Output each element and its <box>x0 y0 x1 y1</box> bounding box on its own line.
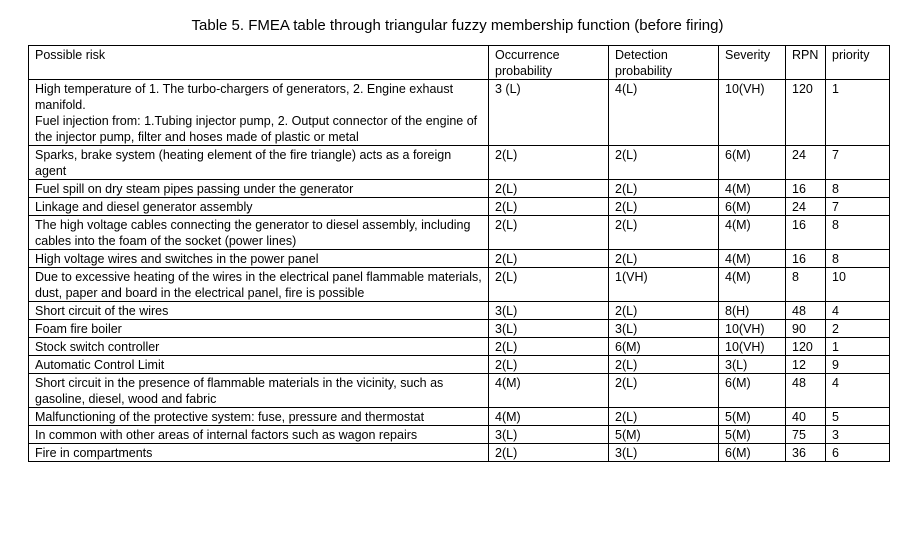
header-row <box>29 46 890 80</box>
fmea-table <box>28 45 890 462</box>
risk-cell <box>29 302 489 320</box>
risk-text: Linkage and diesel generator assembly <box>35 200 253 214</box>
priority-cell: 5 <box>826 408 890 426</box>
rpn-cell: 36 <box>786 444 826 462</box>
detection-cell: 1(VH) <box>609 268 719 302</box>
risk-cell <box>29 268 489 302</box>
occurrence-cell: 2(L) <box>489 250 609 268</box>
occurrence-cell: 3 (L) <box>489 80 609 146</box>
rpn-cell: 48 <box>786 302 826 320</box>
table-row <box>29 408 890 426</box>
risk-cell <box>29 146 489 180</box>
risk-text: Foam fire boiler <box>35 322 122 336</box>
header-severity: Severity <box>719 46 786 80</box>
table-row <box>29 216 890 250</box>
detection-cell: 2(L) <box>609 216 719 250</box>
severity-cell: 6(M) <box>719 444 786 462</box>
priority-cell: 1 <box>826 338 890 356</box>
priority-cell: 7 <box>826 198 890 216</box>
risk-cell <box>29 250 489 268</box>
severity-cell: 6(M) <box>719 374 786 408</box>
risk-cell <box>29 180 489 198</box>
severity-cell: 10(VH) <box>719 338 786 356</box>
risk-text: Automatic Control Limit <box>35 358 165 372</box>
rpn-cell: 16 <box>786 216 826 250</box>
priority-cell: 3 <box>826 426 890 444</box>
priority-cell: 6 <box>826 444 890 462</box>
table-header <box>29 46 890 80</box>
table-row <box>29 80 890 146</box>
rpn-cell: 75 <box>786 426 826 444</box>
risk-cell <box>29 320 489 338</box>
detection-cell: 4(L) <box>609 80 719 146</box>
severity-cell: 5(M) <box>719 426 786 444</box>
table-row <box>29 426 890 444</box>
occurrence-cell: 3(L) <box>489 320 609 338</box>
table-row <box>29 338 890 356</box>
severity-cell: 8(H) <box>719 302 786 320</box>
severity-cell: 3(L) <box>719 356 786 374</box>
risk-cell <box>29 80 489 146</box>
occurrence-cell: 3(L) <box>489 302 609 320</box>
risk-cell <box>29 444 489 462</box>
priority-cell: 2 <box>826 320 890 338</box>
priority-cell: 1 <box>826 80 890 146</box>
severity-cell: 4(M) <box>719 268 786 302</box>
occurrence-cell: 2(L) <box>489 198 609 216</box>
detection-cell: 2(L) <box>609 180 719 198</box>
occurrence-cell: 4(M) <box>489 408 609 426</box>
header-detection-probability: Detection probability <box>609 46 719 80</box>
risk-text: Short circuit in the presence of flammable materials in the vicinity, such as gasoline, diesel, wood and fabric <box>35 376 444 406</box>
risk-text: Fire in compartments <box>35 446 153 460</box>
risk-text: Sparks, brake system (heating element of the fire triangle) acts as a foreign agent <box>35 148 452 178</box>
occurrence-cell: 2(L) <box>489 146 609 180</box>
rpn-cell: 90 <box>786 320 826 338</box>
rpn-cell: 48 <box>786 374 826 408</box>
header-rpn: RPN <box>786 46 826 80</box>
detection-cell: 2(L) <box>609 146 719 180</box>
risk-text: Malfunctioning of the protective system: fuse, pressure and thermostat <box>35 410 425 424</box>
table-row <box>29 302 890 320</box>
severity-cell: 6(M) <box>719 146 786 180</box>
table-caption: Table 5. FMEA table through triangular fuzzy membership function (before firing) <box>191 17 724 34</box>
detection-cell: 2(L) <box>609 198 719 216</box>
risk-text: Fuel spill on dry steam pipes passing under the generator <box>35 182 354 196</box>
severity-cell: 10(VH) <box>719 80 786 146</box>
detection-cell: 3(L) <box>609 320 719 338</box>
risk-cell <box>29 426 489 444</box>
risk-cell <box>29 374 489 408</box>
severity-cell: 4(M) <box>719 250 786 268</box>
header-priority: priority <box>826 46 890 80</box>
detection-cell: 6(M) <box>609 338 719 356</box>
risk-text: In common with other areas of internal factors such as wagon repairs <box>35 428 418 442</box>
rpn-cell: 8 <box>786 268 826 302</box>
priority-cell: 10 <box>826 268 890 302</box>
occurrence-cell: 2(L) <box>489 356 609 374</box>
rpn-cell: 12 <box>786 356 826 374</box>
rpn-cell: 24 <box>786 198 826 216</box>
table-row <box>29 356 890 374</box>
occurrence-cell: 2(L) <box>489 338 609 356</box>
table-row <box>29 268 890 302</box>
risk-cell <box>29 356 489 374</box>
risk-text: High voltage wires and switches in the power panel <box>35 252 319 266</box>
risk-text: High temperature of 1. The turbo-chargers of generators, 2. Engine exhaust manifold. <box>35 82 454 112</box>
rpn-cell: 24 <box>786 146 826 180</box>
table-row <box>29 180 890 198</box>
rpn-cell: 120 <box>786 80 826 146</box>
detection-cell: 3(L) <box>609 444 719 462</box>
detection-cell: 2(L) <box>609 356 719 374</box>
risk-text-continued: Fuel injection from: 1.Tubing injector pump, 2. Output connector of the engine of the injector pump, filter and hoses made of plastic or metal <box>35 114 478 144</box>
priority-cell: 8 <box>826 250 890 268</box>
risk-text: The high voltage cables connecting the generator to diesel assembly, including cables into the foam of the socket (power lines) <box>35 218 471 248</box>
occurrence-cell: 2(L) <box>489 180 609 198</box>
detection-cell: 2(L) <box>609 408 719 426</box>
occurrence-cell: 3(L) <box>489 426 609 444</box>
priority-cell: 9 <box>826 356 890 374</box>
detection-cell: 5(M) <box>609 426 719 444</box>
occurrence-cell: 2(L) <box>489 268 609 302</box>
table-row <box>29 444 890 462</box>
header-occurrence-probability: Occurrence probability <box>489 46 609 80</box>
rpn-cell: 16 <box>786 250 826 268</box>
priority-cell: 8 <box>826 216 890 250</box>
severity-cell: 10(VH) <box>719 320 786 338</box>
risk-text: Short circuit of the wires <box>35 304 169 318</box>
risk-cell <box>29 216 489 250</box>
risk-cell <box>29 198 489 216</box>
occurrence-cell: 2(L) <box>489 216 609 250</box>
severity-cell: 4(M) <box>719 216 786 250</box>
severity-cell: 6(M) <box>719 198 786 216</box>
rpn-cell: 40 <box>786 408 826 426</box>
priority-cell: 4 <box>826 302 890 320</box>
rpn-cell: 16 <box>786 180 826 198</box>
detection-cell: 2(L) <box>609 302 719 320</box>
table-row <box>29 146 890 180</box>
detection-cell: 2(L) <box>609 374 719 408</box>
priority-cell: 8 <box>826 180 890 198</box>
severity-cell: 5(M) <box>719 408 786 426</box>
rpn-cell: 120 <box>786 338 826 356</box>
table-row <box>29 374 890 408</box>
severity-cell: 4(M) <box>719 180 786 198</box>
risk-cell <box>29 338 489 356</box>
risk-text: Stock switch controller <box>35 340 160 354</box>
table-row <box>29 250 890 268</box>
detection-cell: 2(L) <box>609 250 719 268</box>
priority-cell: 4 <box>826 374 890 408</box>
table-body <box>29 80 890 462</box>
risk-cell <box>29 408 489 426</box>
table-row <box>29 198 890 216</box>
priority-cell: 7 <box>826 146 890 180</box>
occurrence-cell: 4(M) <box>489 374 609 408</box>
risk-text: Due to excessive heating of the wires in the electrical panel flammable materials, dust, paper and board in the electrical panel, fire is possible <box>35 270 482 300</box>
header-possible-risk: Possible risk <box>29 46 489 80</box>
occurrence-cell: 2(L) <box>489 444 609 462</box>
table-row <box>29 320 890 338</box>
